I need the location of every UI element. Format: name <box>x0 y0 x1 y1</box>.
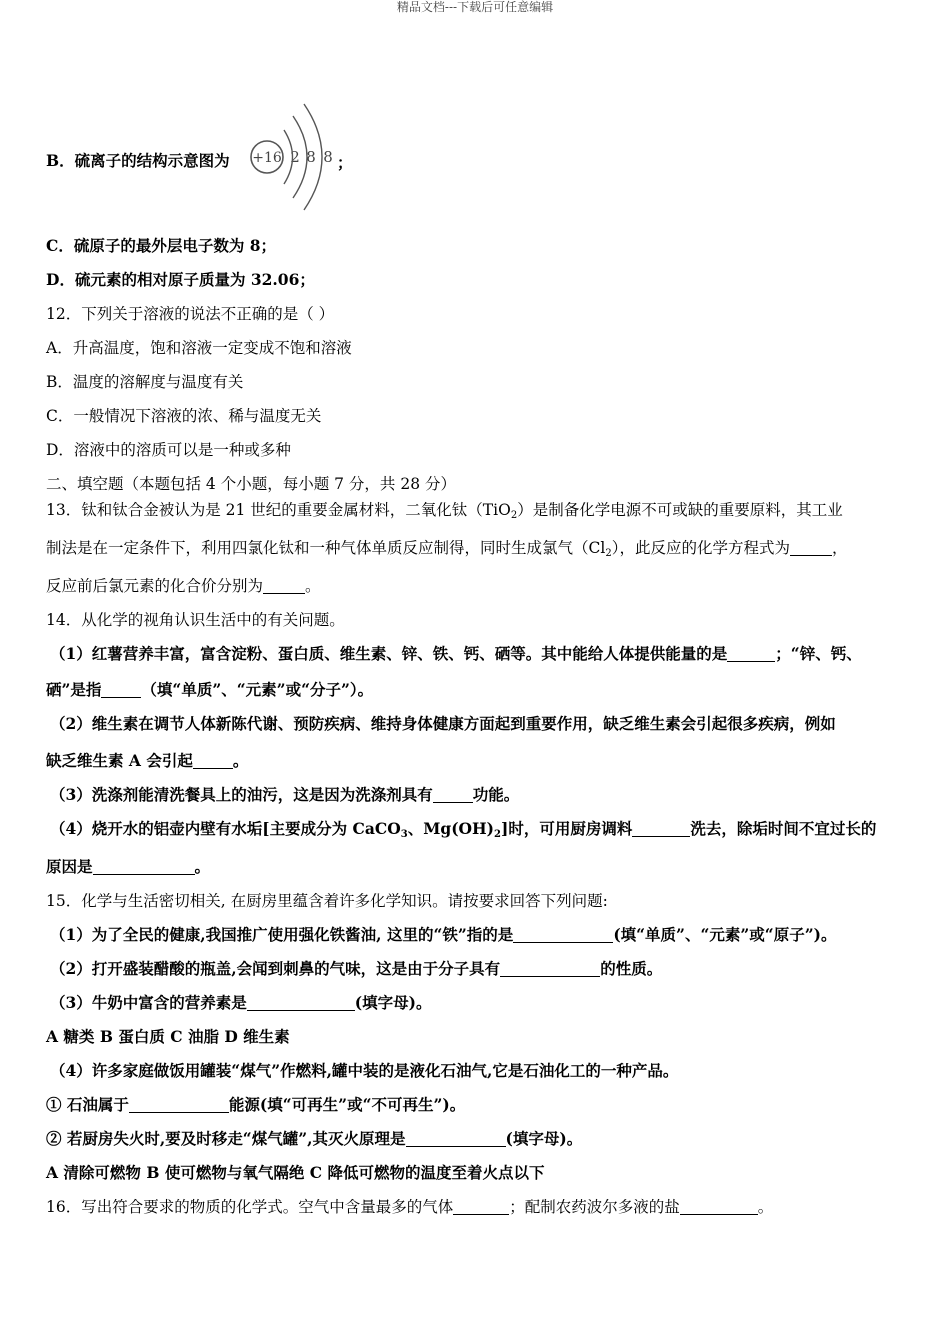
q15-5-text-b: 能源(填“可再生”或“不可再生”)。 <box>228 1095 466 1114</box>
answer-blank[interactable] <box>406 1130 506 1147</box>
question-13-line-2 <box>46 537 847 565</box>
answer-blank[interactable] <box>129 1096 229 1113</box>
question-12: 12．下列关于溶液的说法不正确的是（ ） <box>46 305 335 323</box>
q16-text-a: 16．写出符合要求的物质的化学式。空气中含量最多的气体 <box>46 1198 454 1216</box>
q15-part-4-2 <box>46 1128 582 1150</box>
q15-2-text-b: 的性质。 <box>600 959 663 978</box>
q12-option-c: C．一般情况下溶液的浓、稀与温度无关 <box>46 407 322 425</box>
question-15: 15．化学与生活密切相关, 在厨房里蕴含着许多化学知识。请按要求回答下列问题: <box>46 892 608 910</box>
q16-text-b: ；配制农药波尔多液的盐 <box>509 1198 680 1216</box>
q15-options: A 糖类 B 蛋白质 C 油脂 D 维生素 <box>46 1027 290 1046</box>
q14-part-4-cont <box>46 856 210 878</box>
q14-5-text-b: 功能。 <box>472 785 520 804</box>
q13-3-text-b: 。 <box>305 577 321 595</box>
answer-blank[interactable] <box>433 786 473 803</box>
answer-blank[interactable] <box>680 1198 758 1215</box>
q14-part-2-cont <box>46 750 248 772</box>
nucleus-charge: +16 <box>252 150 282 166</box>
q14-7-text-a: 原因是 <box>46 857 93 876</box>
q12-option-a: A．升高温度，饱和溶液一定变成不饱和溶液 <box>46 339 352 357</box>
q14-1-text-a: （1）红薯营养丰富，富含淀粉、蛋白质、维生素、锌、铁、钙、硒等。其中能给人体提供能量的是 <box>50 644 728 663</box>
q14-5-text-a: （3）洗涤剂能清洗餐具上的油污，这是因为洗涤剂具有 <box>50 785 433 804</box>
q14-part-4 <box>50 818 876 846</box>
answer-blank[interactable] <box>790 539 832 556</box>
q13-2-text-a: 制法是在一定条件下，利用四氯化钛和一种气体单质反应制得，同时生成氯气（Cl <box>46 539 606 557</box>
answer-blank[interactable] <box>247 994 355 1011</box>
q15-2-text-a: （2）打开盛装醋酸的瓶盖,会闻到刺鼻的气味，这是由于分子具有 <box>50 959 501 978</box>
q14-part-3 <box>50 784 519 806</box>
q14-6-subscript-2: 2 <box>494 829 501 840</box>
q13-text-b: ）是制备化学电源不可或缺的重要原料，其工业 <box>517 501 843 519</box>
option-b-text: B．硫离子的结构示意图为 <box>46 151 230 170</box>
q13-text-a: 13．钛和钛合金被认为是 21 世纪的重要金属材料，二氧化钛（TiO <box>46 501 511 519</box>
shell-3-count: 8 <box>323 148 333 166</box>
page-header: 精品文档---下载后可任意编辑 <box>396 0 554 14</box>
q13-2-subscript: 2 <box>605 548 612 559</box>
q15-part-3 <box>50 992 431 1014</box>
q15-3-text-a: （3）牛奶中富含的营养素是 <box>50 993 247 1012</box>
q13-3-text-a: 反应前后氯元素的化合价分别为 <box>46 577 264 595</box>
q15-1-text-a: （1）为了全民的健康,我国推广使用强化铁酱油, 这里的“铁”指的是 <box>50 925 514 944</box>
q14-part-2: （2）维生素在调节人体新陈代谢、预防疾病、维持身体健康方面起到重要作用，缺乏维生素会引起很多疾病，例如 <box>50 714 836 733</box>
q15-5-text-a: ① 石油属于 <box>46 1095 129 1114</box>
answer-blank[interactable] <box>93 858 195 875</box>
q12-option-d: D．溶液中的溶质可以是一种或多种 <box>46 441 291 459</box>
shell-1-count: 2 <box>290 148 300 166</box>
q12-option-b: B．温度的溶解度与温度有关 <box>46 373 244 391</box>
question-16 <box>46 1196 773 1218</box>
q15-part-1 <box>50 924 836 946</box>
question-14: 14．从化学的视角认识生活中的有关问题。 <box>46 611 345 629</box>
q14-6-text-a: （4）烧开水的铝壶内壁有水垢[主要成分为 CaCO <box>50 819 401 838</box>
answer-blank[interactable] <box>513 926 613 943</box>
q14-4-text-a: 缺乏维生素 A 会引起 <box>46 751 193 770</box>
q14-1-text-b: ；“锌、钙、 <box>775 644 862 663</box>
q14-6-text-c: ]时，可用厨房调料 <box>500 819 633 838</box>
answer-blank[interactable] <box>453 1198 509 1215</box>
q14-2-text-a: 硒”是指 <box>46 680 102 699</box>
q14-6-text-d: 洗去，除垢时间不宜过长的 <box>690 819 877 838</box>
q15-1-text-b: (填“单质”、“元素”或“原子”)。 <box>613 925 837 944</box>
q15-part-2 <box>50 958 662 980</box>
section-2-heading: 二、填空题（本题包括 4 个小题，每小题 7 分，共 28 分） <box>46 475 457 493</box>
q13-2-text-b: ），此反应的化学方程式为 <box>611 539 790 557</box>
q16-text-c: 。 <box>757 1198 774 1216</box>
shell-2-count: 8 <box>306 148 316 166</box>
q14-4-text-b: 。 <box>232 751 249 770</box>
question-13-line-3 <box>46 575 321 597</box>
answer-blank[interactable] <box>727 645 775 662</box>
q14-7-text-b: 。 <box>194 857 211 876</box>
sulfur-ion-structure-diagram <box>246 100 341 215</box>
option-b-line <box>46 150 230 172</box>
answer-blank[interactable] <box>632 820 690 837</box>
question-13-line-1 <box>46 499 843 527</box>
answer-blank[interactable] <box>263 577 305 594</box>
q15-6-text-b: (填字母)。 <box>505 1129 583 1148</box>
q15-options-2: A 清除可燃物 B 使可燃物与氧气隔绝 C 降低可燃物的温度至着火点以下 <box>46 1163 545 1182</box>
q13-subscript: 2 <box>510 510 518 521</box>
answer-blank[interactable] <box>193 752 233 769</box>
q15-part-4-1 <box>46 1094 465 1116</box>
q14-2-text-b: （填“单质”、“元素”或“分子”）。 <box>141 680 374 699</box>
q15-part-4: （4）许多家庭做饭用罐装“煤气”作燃料,罐中装的是液化石油气,它是石油化工的一种产品。 <box>50 1061 679 1080</box>
q14-part-1 <box>50 643 862 665</box>
q14-6-text-b: 、Mg(OH) <box>407 819 495 838</box>
q15-6-text-a: ② 若厨房失火时,要及时移走“煤气罐”,其灭火原理是 <box>46 1129 406 1148</box>
option-d: D．硫元素的相对原子质量为 32.06； <box>46 270 315 289</box>
answer-blank[interactable] <box>101 681 141 698</box>
q14-part-1-cont <box>46 679 373 701</box>
q14-6-subscript-1: 3 <box>400 829 408 840</box>
q13-2-text-c: ， <box>831 539 848 557</box>
q15-3-text-b: (填字母)。 <box>354 993 432 1012</box>
option-b-end: ； <box>337 153 353 172</box>
answer-blank[interactable] <box>500 960 600 977</box>
option-c: C．硫原子的最外层电子数为 8； <box>46 236 277 255</box>
